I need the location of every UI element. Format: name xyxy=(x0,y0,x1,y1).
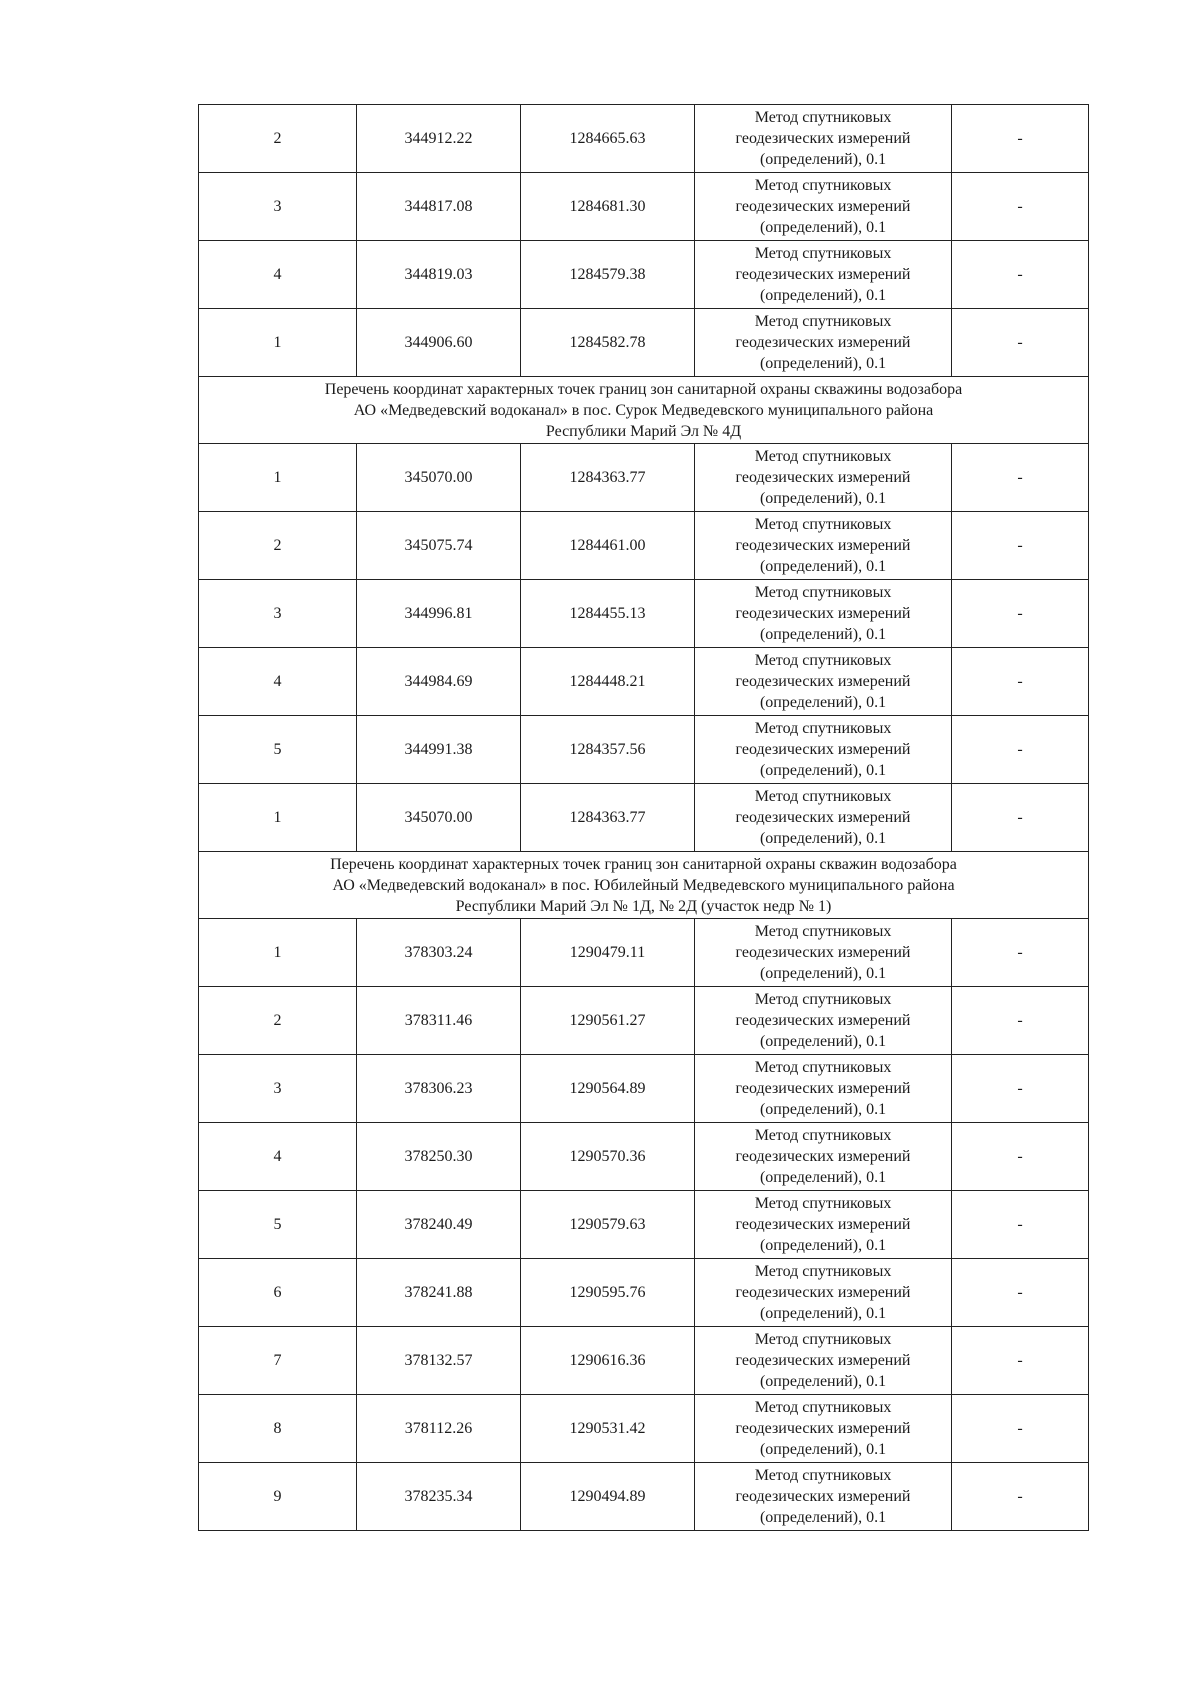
method-line: геодезических измерений xyxy=(735,673,911,690)
section-title-line: Республики Марий Эл № 1Д, № 2Д (участок недр № 1) xyxy=(455,897,832,915)
method-line: Метод спутниковых xyxy=(754,923,892,940)
note-cell: - xyxy=(952,1327,1089,1395)
section-header-row xyxy=(199,852,1089,919)
method-line: Метод спутниковых xyxy=(754,1467,892,1484)
section-header-row xyxy=(199,377,1089,444)
point-number-cell: 1 xyxy=(199,784,357,852)
note-cell: - xyxy=(952,309,1089,377)
section-title-line: АО «Медведевский водоканал» в пос. Сурок Медведевского муниципального района xyxy=(353,401,934,419)
note-cell: - xyxy=(952,1123,1089,1191)
table-row xyxy=(199,987,1089,1055)
y-coordinate-cell: 1290616.36 xyxy=(521,1327,695,1395)
table-row xyxy=(199,512,1089,580)
y-coordinate-cell: 1284448.21 xyxy=(521,648,695,716)
y-coordinate-cell: 1290479.11 xyxy=(521,919,695,987)
method-line: Метод спутниковых xyxy=(754,109,892,126)
method-cell xyxy=(695,648,952,716)
y-coordinate-cell: 1290564.89 xyxy=(521,1055,695,1123)
method-line: Метод спутниковых xyxy=(754,313,892,330)
x-coordinate-cell: 378250.30 xyxy=(357,1123,521,1191)
point-number-cell: 3 xyxy=(199,1055,357,1123)
x-coordinate-cell: 378132.57 xyxy=(357,1327,521,1395)
point-number-cell: 4 xyxy=(199,1123,357,1191)
x-coordinate-cell: 378303.24 xyxy=(357,919,521,987)
point-number-cell: 2 xyxy=(199,987,357,1055)
point-number-cell: 8 xyxy=(199,1395,357,1463)
point-number-cell: 3 xyxy=(199,173,357,241)
method-line: (определений), 0.1 xyxy=(759,762,887,779)
y-coordinate-cell: 1290595.76 xyxy=(521,1259,695,1327)
method-line: Метод спутниковых xyxy=(754,991,892,1008)
method-cell xyxy=(695,716,952,784)
y-coordinate-cell: 1284582.78 xyxy=(521,309,695,377)
point-number-cell: 1 xyxy=(199,919,357,987)
method-line: геодезических измерений xyxy=(735,537,911,554)
note-cell: - xyxy=(952,241,1089,309)
x-coordinate-cell: 344817.08 xyxy=(357,173,521,241)
method-line: геодезических измерений xyxy=(735,130,911,147)
y-coordinate-cell: 1284665.63 xyxy=(521,105,695,173)
method-cell xyxy=(695,1123,952,1191)
method-line: Метод спутниковых xyxy=(754,177,892,194)
method-cell xyxy=(695,105,952,173)
method-line: Метод спутниковых xyxy=(754,448,892,465)
note-cell: - xyxy=(952,919,1089,987)
method-line: геодезических измерений xyxy=(735,605,911,622)
point-number-cell: 9 xyxy=(199,1463,357,1531)
point-number-cell: 5 xyxy=(199,716,357,784)
table-row xyxy=(199,1123,1089,1191)
note-cell: - xyxy=(952,512,1089,580)
method-line: геодезических измерений xyxy=(735,266,911,283)
x-coordinate-cell: 378240.49 xyxy=(357,1191,521,1259)
table-row xyxy=(199,105,1089,173)
x-coordinate-cell: 378306.23 xyxy=(357,1055,521,1123)
table-row xyxy=(199,1191,1089,1259)
method-line: Метод спутниковых xyxy=(754,1331,892,1348)
section-title xyxy=(199,377,1089,444)
method-cell xyxy=(695,1259,952,1327)
method-cell xyxy=(695,173,952,241)
method-line: (определений), 0.1 xyxy=(759,1237,887,1254)
note-cell: - xyxy=(952,716,1089,784)
table-row xyxy=(199,1055,1089,1123)
table-row xyxy=(199,309,1089,377)
table-row xyxy=(199,1327,1089,1395)
method-line: (определений), 0.1 xyxy=(759,1373,887,1390)
method-line: (определений), 0.1 xyxy=(759,355,887,372)
point-number-cell: 6 xyxy=(199,1259,357,1327)
method-cell xyxy=(695,580,952,648)
method-line: Метод спутниковых xyxy=(754,1399,892,1416)
point-number-cell: 5 xyxy=(199,1191,357,1259)
x-coordinate-cell: 378112.26 xyxy=(357,1395,521,1463)
y-coordinate-cell: 1284461.00 xyxy=(521,512,695,580)
point-number-cell: 2 xyxy=(199,105,357,173)
method-cell xyxy=(695,784,952,852)
method-line: геодезических измерений xyxy=(735,741,911,758)
y-coordinate-cell: 1284363.77 xyxy=(521,784,695,852)
note-cell: - xyxy=(952,105,1089,173)
method-line: геодезических измерений xyxy=(735,1284,911,1301)
y-coordinate-cell: 1284363.77 xyxy=(521,444,695,512)
method-line: геодезических измерений xyxy=(735,1420,911,1437)
method-cell xyxy=(695,241,952,309)
method-line: Метод спутниковых xyxy=(754,788,892,805)
method-line: Метод спутниковых xyxy=(754,652,892,669)
method-line: геодезических измерений xyxy=(735,944,911,961)
method-line: Метод спутниковых xyxy=(754,1059,892,1076)
table-row xyxy=(199,648,1089,716)
method-line: (определений), 0.1 xyxy=(759,558,887,575)
method-line: (определений), 0.1 xyxy=(759,151,887,168)
y-coordinate-cell: 1284357.56 xyxy=(521,716,695,784)
note-cell: - xyxy=(952,1259,1089,1327)
method-line: геодезических измерений xyxy=(735,1352,911,1369)
method-line: геодезических измерений xyxy=(735,1012,911,1029)
method-cell xyxy=(695,512,952,580)
coordinates-table-body xyxy=(199,105,1089,1531)
method-line: (определений), 0.1 xyxy=(759,1509,887,1526)
y-coordinate-cell: 1290561.27 xyxy=(521,987,695,1055)
section-title-line: Перечень координат характерных точек границ зон санитарной охраны скважины водозабора xyxy=(324,380,963,398)
method-line: (определений), 0.1 xyxy=(759,694,887,711)
x-coordinate-cell: 378235.34 xyxy=(357,1463,521,1531)
table-row xyxy=(199,580,1089,648)
point-number-cell: 4 xyxy=(199,648,357,716)
table-row xyxy=(199,444,1089,512)
x-coordinate-cell: 344991.38 xyxy=(357,716,521,784)
x-coordinate-cell: 344906.60 xyxy=(357,309,521,377)
method-cell xyxy=(695,1327,952,1395)
y-coordinate-cell: 1284579.38 xyxy=(521,241,695,309)
method-line: геодезических измерений xyxy=(735,469,911,486)
x-coordinate-cell: 344984.69 xyxy=(357,648,521,716)
method-line: (определений), 0.1 xyxy=(759,219,887,236)
method-cell xyxy=(695,1055,952,1123)
y-coordinate-cell: 1284455.13 xyxy=(521,580,695,648)
note-cell: - xyxy=(952,1395,1089,1463)
method-cell xyxy=(695,1395,952,1463)
table-row xyxy=(199,1463,1089,1531)
table-row xyxy=(199,784,1089,852)
x-coordinate-cell: 345070.00 xyxy=(357,784,521,852)
method-line: геодезических измерений xyxy=(735,334,911,351)
y-coordinate-cell: 1290570.36 xyxy=(521,1123,695,1191)
method-line: Метод спутниковых xyxy=(754,720,892,737)
table-row xyxy=(199,1259,1089,1327)
note-cell: - xyxy=(952,1055,1089,1123)
x-coordinate-cell: 344912.22 xyxy=(357,105,521,173)
method-cell xyxy=(695,919,952,987)
method-line: (определений), 0.1 xyxy=(759,1033,887,1050)
method-line: (определений), 0.1 xyxy=(759,1305,887,1322)
method-line: геодезических измерений xyxy=(735,1216,911,1233)
method-line: Метод спутниковых xyxy=(754,1195,892,1212)
method-line: геодезических измерений xyxy=(735,1488,911,1505)
point-number-cell: 1 xyxy=(199,444,357,512)
note-cell: - xyxy=(952,444,1089,512)
x-coordinate-cell: 345075.74 xyxy=(357,512,521,580)
point-number-cell: 3 xyxy=(199,580,357,648)
method-line: Метод спутниковых xyxy=(754,1263,892,1280)
method-line: Метод спутниковых xyxy=(754,245,892,262)
note-cell: - xyxy=(952,648,1089,716)
method-line: (определений), 0.1 xyxy=(759,626,887,643)
y-coordinate-cell: 1290579.63 xyxy=(521,1191,695,1259)
note-cell: - xyxy=(952,1463,1089,1531)
y-coordinate-cell: 1290531.42 xyxy=(521,1395,695,1463)
section-title-line: Республики Марий Эл № 4Д xyxy=(545,422,742,440)
method-line: (определений), 0.1 xyxy=(759,490,887,507)
method-line: геодезических измерений xyxy=(735,1148,911,1165)
x-coordinate-cell: 344819.03 xyxy=(357,241,521,309)
section-title-line: АО «Медведевский водоканал» в пос. Юбилейный Медведевского муниципального района xyxy=(332,876,955,894)
method-line: Метод спутниковых xyxy=(754,584,892,601)
method-cell xyxy=(695,1191,952,1259)
note-cell: - xyxy=(952,1191,1089,1259)
table-row xyxy=(199,1395,1089,1463)
method-line: (определений), 0.1 xyxy=(759,830,887,847)
x-coordinate-cell: 378241.88 xyxy=(357,1259,521,1327)
method-cell xyxy=(695,987,952,1055)
point-number-cell: 1 xyxy=(199,309,357,377)
method-cell xyxy=(695,444,952,512)
y-coordinate-cell: 1290494.89 xyxy=(521,1463,695,1531)
point-number-cell: 2 xyxy=(199,512,357,580)
method-line: (определений), 0.1 xyxy=(759,1169,887,1186)
table-row xyxy=(199,919,1089,987)
coordinates-table xyxy=(198,104,1089,1531)
note-cell: - xyxy=(952,784,1089,852)
x-coordinate-cell: 378311.46 xyxy=(357,987,521,1055)
note-cell: - xyxy=(952,987,1089,1055)
x-coordinate-cell: 344996.81 xyxy=(357,580,521,648)
y-coordinate-cell: 1284681.30 xyxy=(521,173,695,241)
section-title xyxy=(199,852,1089,919)
method-line: Метод спутниковых xyxy=(754,516,892,533)
method-line: (определений), 0.1 xyxy=(759,965,887,982)
method-line: геодезических измерений xyxy=(735,809,911,826)
method-line: геодезических измерений xyxy=(735,198,911,215)
table-row xyxy=(199,241,1089,309)
method-line: (определений), 0.1 xyxy=(759,287,887,304)
section-title-line: Перечень координат характерных точек границ зон санитарной охраны скважин водозабора xyxy=(330,855,957,873)
note-cell: - xyxy=(952,173,1089,241)
point-number-cell: 7 xyxy=(199,1327,357,1395)
table-row xyxy=(199,716,1089,784)
method-line: геодезических измерений xyxy=(735,1080,911,1097)
note-cell: - xyxy=(952,580,1089,648)
x-coordinate-cell: 345070.00 xyxy=(357,444,521,512)
method-cell xyxy=(695,1463,952,1531)
table-row xyxy=(199,173,1089,241)
method-line: Метод спутниковых xyxy=(754,1127,892,1144)
method-line: (определений), 0.1 xyxy=(759,1441,887,1458)
point-number-cell: 4 xyxy=(199,241,357,309)
method-line: (определений), 0.1 xyxy=(759,1101,887,1118)
method-cell xyxy=(695,309,952,377)
